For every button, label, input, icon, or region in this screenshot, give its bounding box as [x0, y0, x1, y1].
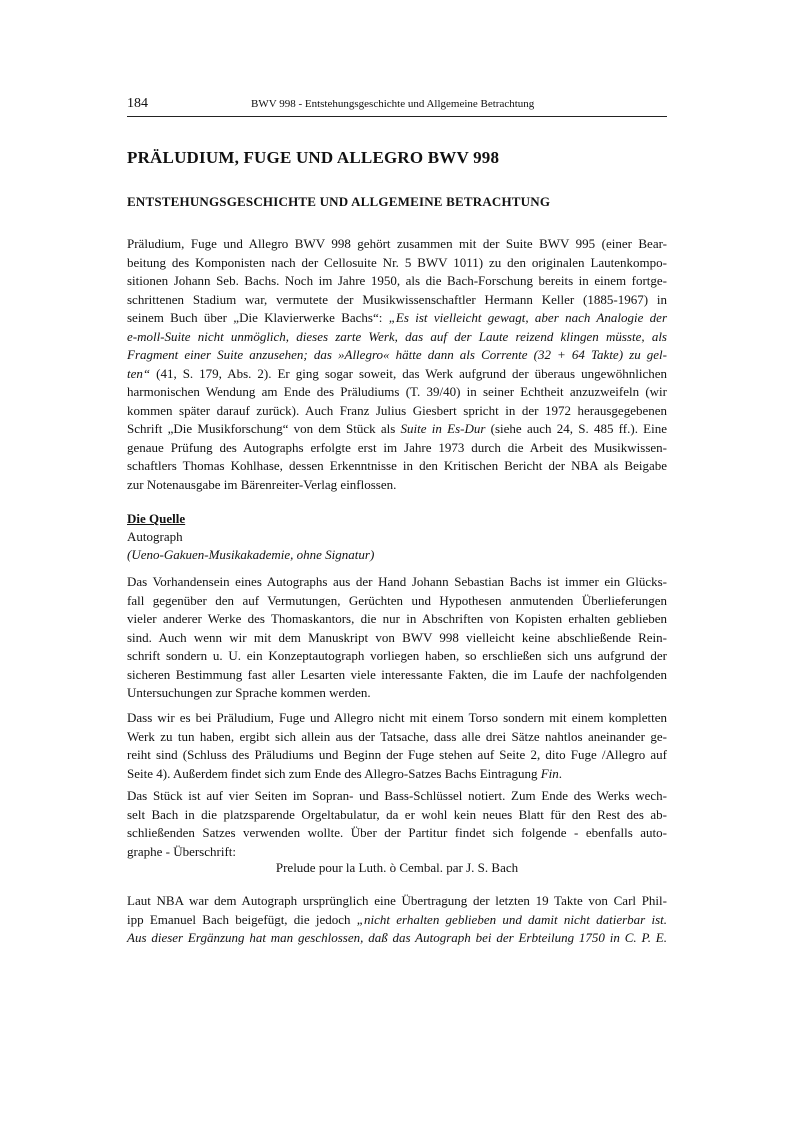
source-location: (Ueno-Gakuen-Musikakademie, ohne Signatur): [127, 547, 375, 562]
text-line: reiht sind (Schluss des Präludiums und Beginn der Fuge stehen auf Seite 2, dito Fuge /Allegro auf: [127, 747, 667, 762]
paragraph-nba: [127, 892, 667, 948]
text-line: Seite 4). Außerdem findet sich zum Ende des Allegro-Satzes Bachs Eintragung Fin.: [127, 765, 563, 781]
text-line: sicheren Bestimmung fast aller Lesarten viele interessante Fakten, die im Laufe der nachfolgenden: [127, 666, 667, 682]
text-line: ten“ (41, S. 179, Abs. 2). Er ging sogar soweit, das Werk aufgrund der überaus ungewöhnlichen: [127, 365, 667, 381]
text-line: Aus dieser Ergänzung hat man geschlossen, daß das Autograph bei der Erbteilung 1750 in C. P. E.: [127, 930, 667, 945]
page-title: PRÄLUDIUM, FUGE UND ALLEGRO BWV 998: [127, 148, 500, 167]
paragraph-notation: [127, 787, 667, 861]
text-line: seinem Buch über „Die Klavierwerke Bachs“: „Es ist vielleicht gewagt, aber nach Analogie der: [127, 310, 667, 325]
text-line: e-moll-Suite nicht unmöglich, dieses zarte Werk, das auf der Laute reizend klingen müsste, als: [127, 328, 667, 344]
running-title: BWV 998 - Entstehungsgeschichte und Allgemeine Betrachtung: [251, 98, 535, 110]
text-line: kommen später darauf zurück). Auch Franz Julius Giesbert spricht in der 1972 herausgegebenen: [127, 402, 667, 418]
text-line: schließenden Satzes verwenden wollte. Über der Partitur findet sich folgende - ebenfalls auto-: [127, 825, 667, 840]
text-line: graphe - Überschrift:: [127, 843, 237, 859]
paragraph-autograph: [127, 573, 667, 703]
text-line: sitionen Johann Seb. Bachs. Noch im Jahre 1950, als die Bach-Forschung bereits in einem fortge-: [127, 273, 667, 288]
text-line: selt Bach in die platzsparende Orgeltabulatur, da er wohl kein neues Blatt für den Rest des ab-: [127, 806, 667, 822]
text-line: Laut NBA war dem Autograph ursprünglich eine Übertragung der letzten 19 Takte von Carl Phil-: [127, 893, 667, 908]
intro-paragraph: [127, 235, 667, 494]
text-line: Das Vorhandensein eines Autographs aus der Hand Johann Sebastian Bachs ist immer ein Glücks-: [127, 574, 667, 589]
text-line: Werk zu tun haben, ergibt sich allein aus der Tatsache, dass alle drei Sätze nahtlos aneinander ge-: [127, 728, 667, 744]
page-number: 184: [127, 96, 148, 111]
text-line: schrift sondern u. U. ein Konzeptautograph vorliegen haben, so erschließen sich uns aufgrund der: [127, 648, 667, 663]
text-line: Das Stück ist auf vier Seiten im Sopran- und Bass-Schlüssel notiert. Zum Ende des Werks wech-: [127, 788, 667, 803]
text-line: Schrift „Die Musikforschung“ von dem Stück als Suite in Es-Dur (siehe auch 24, S. 485 ff.). Eine: [127, 421, 668, 436]
text-line: schaftlers Thomas Kohlhase, dessen Erkenntnisse in den Kritischen Bericht der NBA als Beigabe: [127, 458, 667, 473]
text-line: Dass wir es bei Präludium, Fuge und Allegro nicht mit einem Torso sondern mit einem kompletten: [127, 710, 667, 725]
source-heading: Die Quelle: [127, 511, 186, 526]
text-line: fall gegenüber den auf Vermutungen, Gerüchten und Hypothesen anmutenden Überlieferungen: [127, 592, 667, 608]
text-line: Präludium, Fuge und Allegro BWV 998 gehört zusammen mit der Suite BWV 995 (einer Bear-: [127, 236, 667, 251]
text-line: ipp Emanuel Bach beigefügt, die jedoch „nicht erhalten geblieben und damit nicht datierbar ist.: [127, 911, 667, 927]
paragraph-complete-work: [127, 709, 667, 783]
text-line: vieler anderer Werke des Thomaskantors, die nur in Abschriften von Kopisten erhalten geblieben: [127, 611, 667, 626]
text-line: sind. Auch wenn wir mit dem Manuskript von BWV 998 vielleicht keine abschließende Rein-: [127, 629, 667, 645]
text-line: zur Notenausgabe im Bärenreiter-Verlag einflossen.: [127, 476, 397, 492]
text-line: Fragment einer Suite anzusehen; das »Allegro« hätte dann als Corrente (32 + 64 Takte) zu gel-: [127, 347, 667, 362]
source-type: Autograph: [127, 529, 183, 544]
section-subtitle: ENTSTEHUNGSGESCHICHTE UND ALLGEMEINE BETRACHTUNG: [127, 194, 551, 209]
text-line: genaue Prüfung des Autographs erfolgte erst im Jahre 1973 durch die Arbeit des Musikwissen-: [127, 439, 667, 455]
text-line: harmonischen Wendung am Ende des Präludiums (T. 39/40) in seiner Echtheit anzuzweifeln (wir: [127, 384, 667, 399]
text-line: Untersuchungen zur Sprache kommen werden.: [127, 685, 371, 700]
autograph-title-quote: Prelude pour la Luth. ò Cembal. par J. S. Bach: [275, 860, 519, 875]
text-line: schrittenen Stadium war, vermutete der Musikwissenschaftler Hermann Keller (1885-1967) in: [127, 291, 667, 307]
running-header: [127, 96, 667, 117]
text-line: beitung des Komponisten nach der Cellosuite Nr. 5 BWV 1011) zu den originalen Lautenkompo-: [127, 254, 667, 270]
